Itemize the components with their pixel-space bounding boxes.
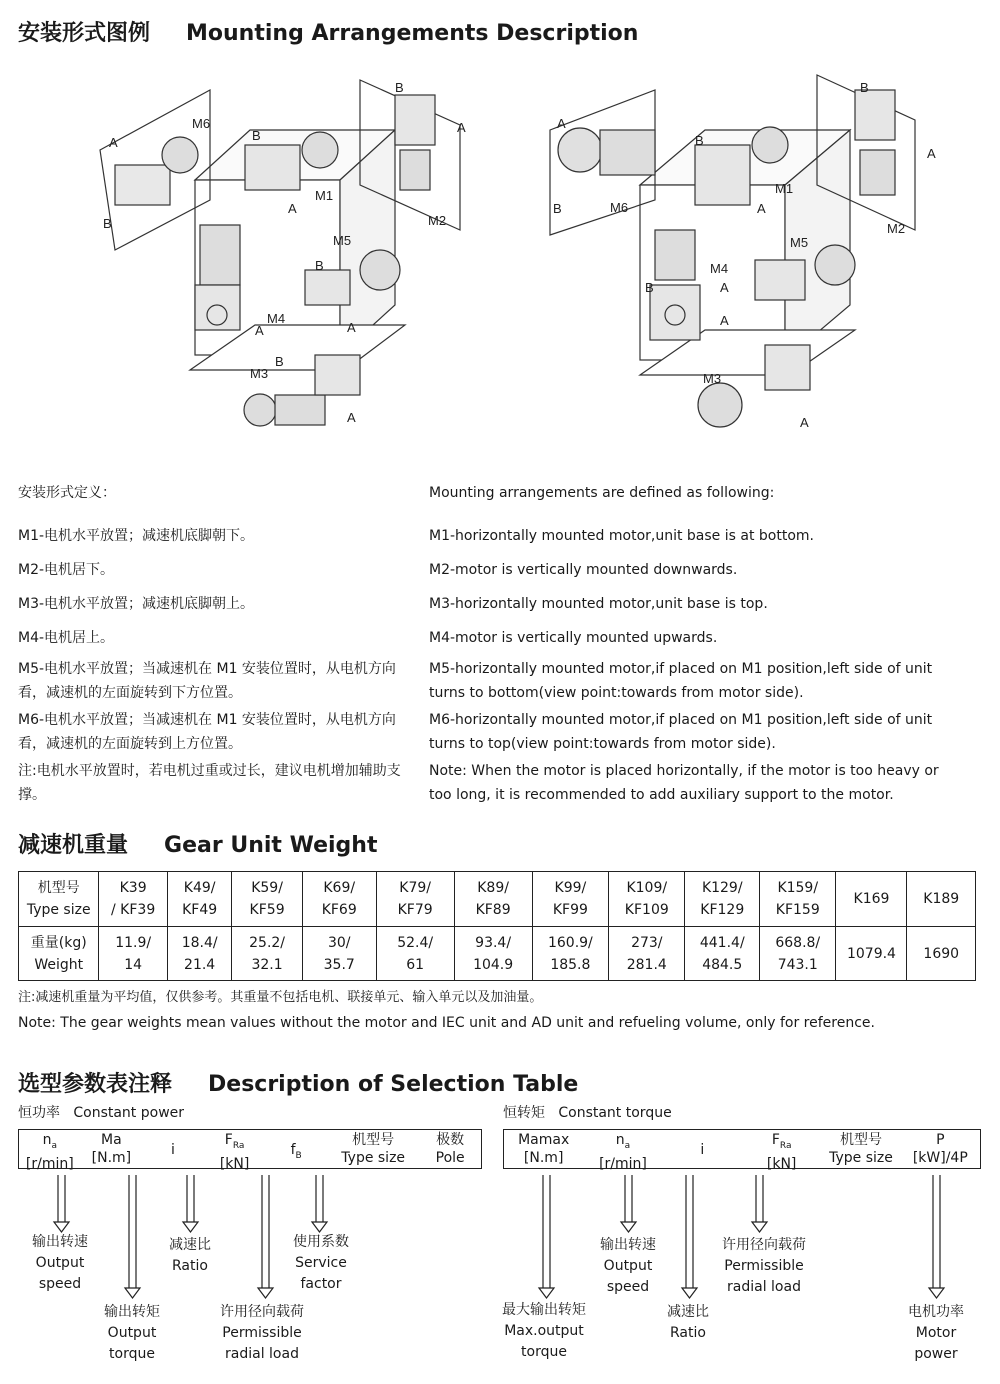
weight-table-cell: K49/ KF49 [167, 872, 232, 927]
diagram-right-label: M5 [790, 235, 809, 250]
weight-table-head: 重量(kg) Weight [19, 927, 99, 981]
diagram-left-label: A [347, 410, 356, 425]
power-col-type: 机型号 Type size [341, 1132, 406, 1166]
diagram-right-label: B [553, 201, 562, 216]
mounting-diagram-right [545, 70, 945, 455]
diagram-left-label: B [103, 216, 112, 231]
diagram-left-label: M6 [192, 116, 211, 131]
definition-m6-cn: M6-电机水平放置；当减速机在 M1 安装位置时，从电机方向看，减速机的左面旋转到上方位置。 [18, 712, 396, 752]
weight-table-cell: 1690 [907, 927, 976, 981]
weight-table-cell: K129/ KF129 [685, 872, 760, 927]
selection-section-title [18, 1067, 578, 1098]
definition-m2-en: M2-motor is vertically mounted downwards. [429, 562, 738, 578]
weight-table-cell: K159/ KF159 [760, 872, 836, 927]
diagram-left-label: M4 [267, 311, 286, 326]
definitions-en [429, 481, 989, 505]
weight-table-cell: K59/ KF59 [232, 872, 302, 927]
power-col-fb: $f_B$ [290, 1142, 302, 1161]
weight-table-cell: 93.4/ 104.9 [454, 927, 532, 981]
constant-power-label: 恒功率 Constant power [18, 1105, 185, 1121]
weight-title-en: Gear Unit Weight [164, 833, 378, 858]
definition-m2-cn: M2-电机居下。 [18, 562, 115, 578]
page-title [18, 16, 638, 47]
weight-table-cell: 668.8/ 743.1 [760, 927, 836, 981]
weight-table-cell: K69/ KF69 [302, 872, 376, 927]
torque-col-mamax: Mamax [N.m] [518, 1132, 570, 1166]
weight-table-cell: 441.4/ 484.5 [685, 927, 760, 981]
definition-m1-cn: M1-电机水平放置；减速机底脚朝下。 [18, 528, 255, 544]
selection-arrows [0, 1170, 1000, 1310]
weight-note-cn: 注:减速机重量为平均值，仅供参考。其重量不包括电机、联接单元、输入单元以及加油量。 [18, 990, 543, 1005]
weight-table-cell: 273/ 281.4 [609, 927, 685, 981]
diagram-right-label: A [757, 201, 766, 216]
diagram-right-label: M3 [703, 371, 722, 386]
caption-permissible-radial-load: 许用径向载荷 Permissible radial load [220, 1304, 304, 1362]
definitions-intro-cn: 安装形式定义： [18, 485, 116, 501]
diagram-left-label: B [275, 354, 284, 369]
diagram-right-label: M4 [710, 261, 729, 276]
diagram-left-label: M5 [333, 233, 352, 248]
caption-max-output-torque: 最大输出转矩 Max.output torque [502, 1302, 586, 1360]
weight-section-title [18, 828, 377, 859]
torque-col-type: 机型号 Type size [829, 1132, 893, 1166]
diagram-left-label: A [255, 323, 264, 338]
weight-table-head: 机型号 Type size [19, 872, 99, 927]
weight-table-cell: K89/ KF89 [454, 872, 532, 927]
diagram-left-label: M1 [315, 188, 334, 203]
caption-output-torque: 输出转矩 Output torque [104, 1304, 160, 1362]
power-col-na: $n_a$ [r/min] [25, 1132, 74, 1172]
definition-m5-en: M5-horizontally mounted motor,if placed on M1 position,left side of unit turns to bottom(view point:towards from motor side). [429, 661, 933, 701]
definition-m4-en: M4-motor is vertically mounted upwards. [429, 630, 718, 646]
definition-m3-en: M3-horizontally mounted motor,unit base is top. [429, 596, 768, 612]
page-title-cn: 安装形式图例 [18, 21, 151, 46]
weight-table-cell: 30/ 35.7 [302, 927, 376, 981]
diagram-right-label: A [720, 280, 729, 295]
weight-table [18, 871, 976, 981]
diagram-left-label: A [347, 320, 356, 335]
weight-table-cell: 52.4/ 61 [376, 927, 454, 981]
definition-m6-en: M6-horizontally mounted motor,if placed on M1 position,left side of unit turns to top(view point:towards from motor side). [429, 712, 933, 752]
weight-table-cell: K189 [907, 872, 976, 927]
weight-note-en: Note: The gear weights mean values without the motor and IEC unit and AD unit and refueling volume, only for reference. [18, 1015, 875, 1031]
weight-table-row-weight [19, 927, 976, 981]
weight-title-cn: 减速机重量 [18, 833, 129, 858]
definition-m5-cn: M5-电机水平放置；当减速机在 M1 安装位置时，从电机方向看，减速机的左面旋转到下方位置。 [18, 661, 396, 701]
caption-output-speed: 输出转速 Output speed [32, 1234, 88, 1292]
definitions-note-cn: 注:电机水平放置时，若电机过重或过长，建议电机增加辅助支撑。 [18, 763, 401, 803]
weight-table-cell: 11.9/ 14 [99, 927, 167, 981]
definitions-note-en: Note: When the motor is placed horizontally, if the motor is too heavy or too long, it is recommended to add auxiliary support to the motor. [429, 763, 939, 803]
caption-ratio-torque: 减速比 Ratio [667, 1304, 709, 1341]
mounting-diagram-left [95, 70, 480, 455]
selection-title-en: Description of Selection Table [208, 1072, 579, 1097]
weight-table-cell: 18.4/ 21.4 [167, 927, 232, 981]
diagram-right-label: B [695, 133, 704, 148]
caption-output-speed-torque: 输出转速 Output speed [600, 1237, 656, 1295]
weight-table-cell: K79/ KF79 [376, 872, 454, 927]
torque-col-i: i [700, 1142, 705, 1158]
constant-power-header [18, 1129, 482, 1172]
diagram-left-label: B [252, 128, 261, 143]
weight-table-cell: 1079.4 [836, 927, 907, 981]
power-col-i: i [171, 1142, 175, 1158]
definitions-intro-en: Mounting arrangements are defined as following: [429, 485, 775, 501]
diagram-right-label: M6 [610, 200, 629, 215]
caption-motor-power: 电机功率 Motor power [908, 1304, 964, 1362]
weight-table-cell: 160.9/ 185.8 [532, 927, 608, 981]
caption-ratio: 减速比 Ratio [169, 1237, 211, 1274]
diagram-right-label: B [860, 80, 869, 95]
diagram-left-label: M2 [428, 213, 447, 228]
definition-m1-en: M1-horizontally mounted motor,unit base is at bottom. [429, 528, 814, 544]
diagram-right-label: B [645, 280, 654, 295]
diagram-right-label: A [720, 313, 729, 328]
weight-table-cell: K109/ KF109 [609, 872, 685, 927]
diagram-left-label: B [315, 258, 324, 273]
definition-m4-cn: M4-电机居上。 [18, 630, 115, 646]
weight-table-row-size [19, 872, 976, 927]
diagram-right-label: A [557, 116, 566, 131]
weight-table-cell: 25.2/ 32.1 [232, 927, 302, 981]
diagram-right-label: A [800, 415, 809, 430]
diagram-right-label: M2 [887, 221, 906, 236]
diagram-left-label: M3 [250, 366, 269, 381]
caption-permissible-radial-load-torque: 许用径向载荷 Permissible radial load [722, 1237, 806, 1295]
diagram-left-label: A [288, 201, 297, 216]
diagram-right-label: M1 [775, 181, 794, 196]
power-col-pole: 极数 Pole [435, 1132, 465, 1166]
definitions-cn [18, 481, 408, 505]
diagram-left-label: A [109, 135, 118, 150]
power-col-ma: Ma [N.m] [91, 1132, 132, 1166]
power-col-fra: $F_{Ra}$ [kN] [219, 1132, 250, 1172]
weight-table-cell: K99/ KF99 [532, 872, 608, 927]
torque-col-p: P [kW]/4P [912, 1132, 968, 1166]
caption-service-factor: 使用系数 Service factor [293, 1234, 349, 1292]
weight-table-cell: K39 / KF39 [99, 872, 167, 927]
selection-title-cn: 选型参数表注释 [18, 1072, 173, 1097]
constant-torque-header [503, 1129, 981, 1172]
page-title-en: Mounting Arrangements Description [186, 21, 639, 46]
torque-col-fra: $F_{Ra}$ [kN] [766, 1132, 797, 1172]
weight-table-cell: K169 [836, 872, 907, 927]
constant-torque-label: 恒转矩 Constant torque [503, 1105, 672, 1121]
definition-m3-cn: M3-电机水平放置；减速机底脚朝上。 [18, 596, 255, 612]
torque-col-na: $n_a$ [r/min] [599, 1132, 647, 1172]
diagram-right-label: A [927, 146, 936, 161]
diagram-left-label: B [395, 80, 404, 95]
diagram-left-label: A [457, 120, 466, 135]
